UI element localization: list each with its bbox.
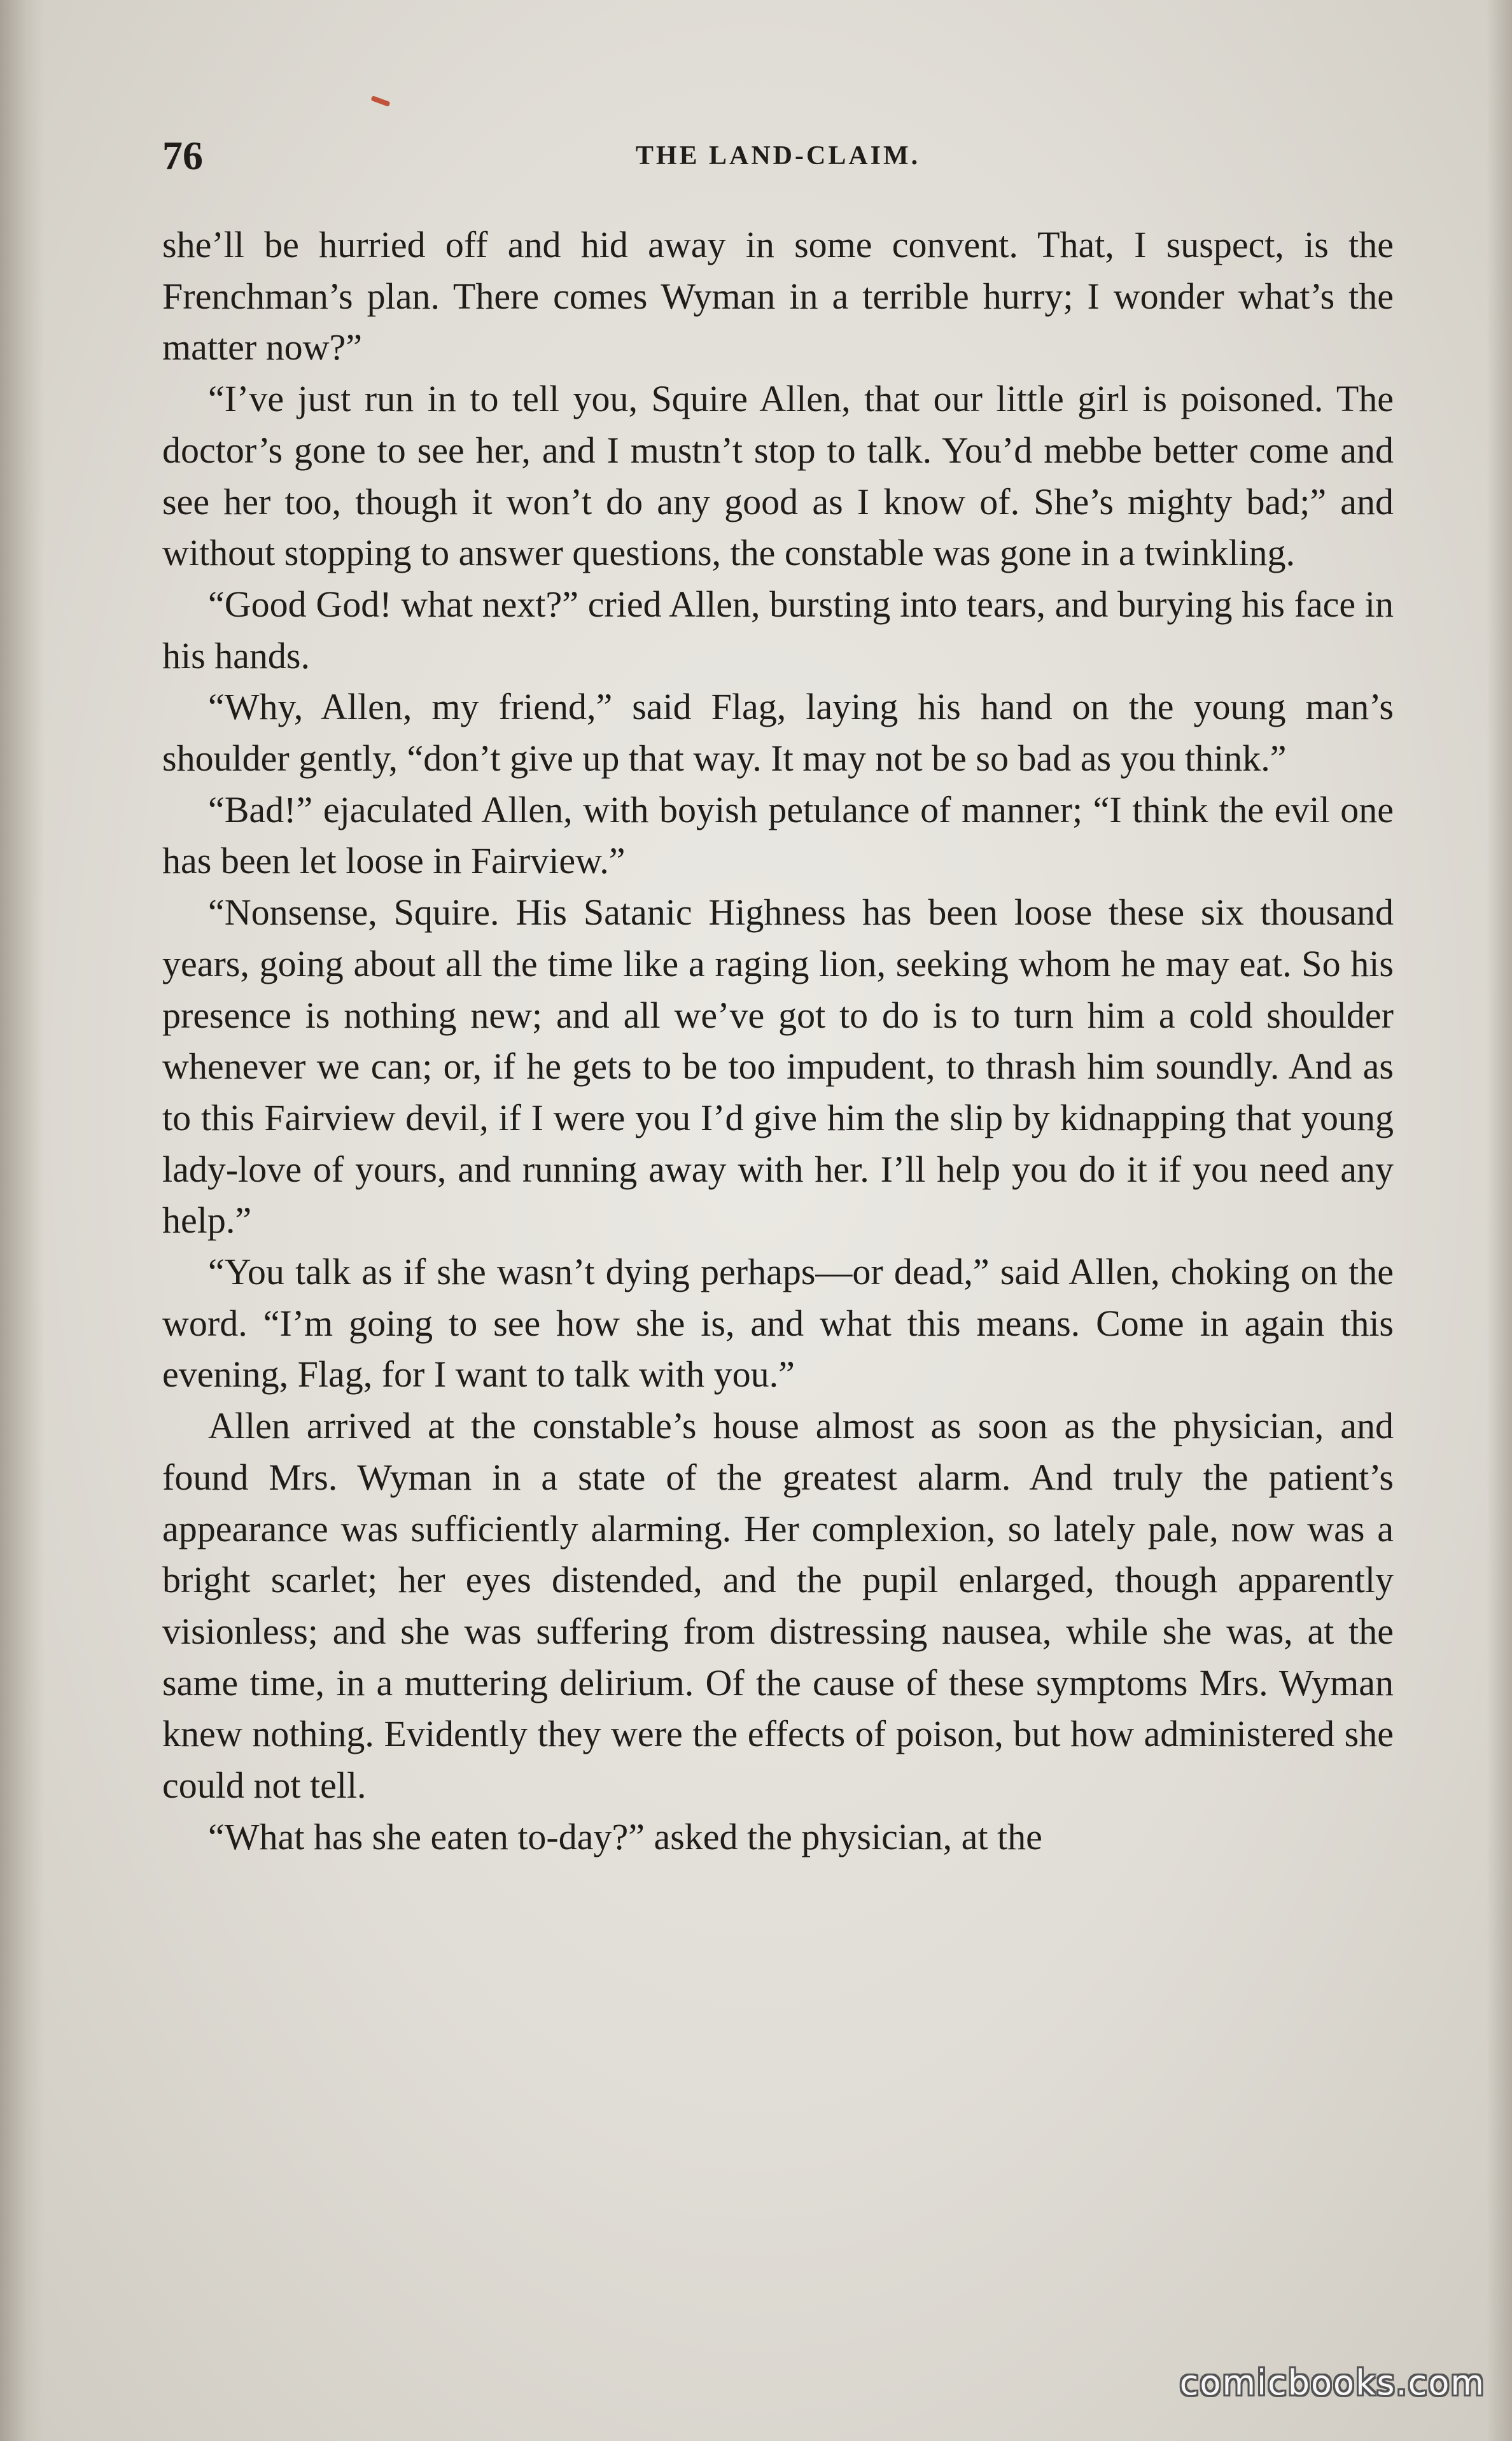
paragraph: “Nonsense, Squire. His Satanic Highness has been loose these six thousand years, going about all the time like a raging lion, seeking whom he may eat. So his presence is nothing new; and all we’ve got to do is to turn him a cold shoulder whenever we can; or, if he gets to be too impudent, to thrash him soundly. And as to this Fairview devil, if I were you I’d give him the slip by kidnapping that young lady-love of yours, and running away with her. I’ll help you do it if you need any help.” [162, 892, 1394, 1241]
ink-mark [371, 95, 391, 107]
paragraph: Allen arrived at the constable’s house almost as soon as the physician, and found Mrs. Wyman in a state of the greatest alarm. And truly the patient’s appearance was sufficiently alarming. Her complexion, so lately pale, now was a bright scarlet; her eyes distended, and the pupil enlarged, though apparently visionless; and she was suffering from distressing nausea, while she was, at the same time, in a muttering delirium. Of the cause of these symptoms Mrs. Wyman knew nothing. Evidently they were the effects of poison, but how administered she could not tell. [162, 1405, 1394, 1807]
running-head: THE LAND-CLAIM. [635, 141, 921, 171]
page-number: 76 [162, 133, 203, 178]
paragraph: “I’ve just run in to tell you, Squire Allen, that our little girl is poisoned. The doctor’s gone to see her, and I mustn’t stop to talk. You’d mebbe better come and see her too, though it won’t do any good as I know of. She’s mighty bad;” and without stopping to answer questions, the constable was gone in a twinkling. [162, 378, 1394, 574]
watermark: comicbooks.com [1179, 2363, 1485, 2403]
page-right-shadow [1487, 0, 1512, 2441]
paragraph: “Why, Allen, my friend,” said Flag, laying his hand on the young man’s shoulder gently, “don’t give up that way. It may not be so bad as you think.” [162, 686, 1394, 780]
paragraph: “You talk as if she wasn’t dying perhaps—or dead,” said Allen, choking on the word. “I’m going to see how she is, and what this means. Come in again this evening, Flag, for I want to talk with you.” [162, 1251, 1394, 1395]
paragraph: “Good God! what next?” cried Allen, bursting into tears, and burying his face in his hands. [162, 583, 1394, 676]
body-text [162, 220, 1394, 1863]
page-left-shadow [0, 0, 45, 2441]
paragraph: “Bad!” ejaculated Allen, with boyish petulance of manner; “I think the evil one has been let loose in Fairview.” [162, 788, 1394, 882]
paragraph: she’ll be hurried off and hid away in some convent. That, I suspect, is the Frenchman’s plan. There comes Wyman in a terrible hurry; I wonder what’s the matter now?” [162, 224, 1394, 368]
paragraph: “What has she eaten to-day?” asked the physician, at the [208, 1815, 1042, 1857]
page-header [162, 130, 1394, 181]
